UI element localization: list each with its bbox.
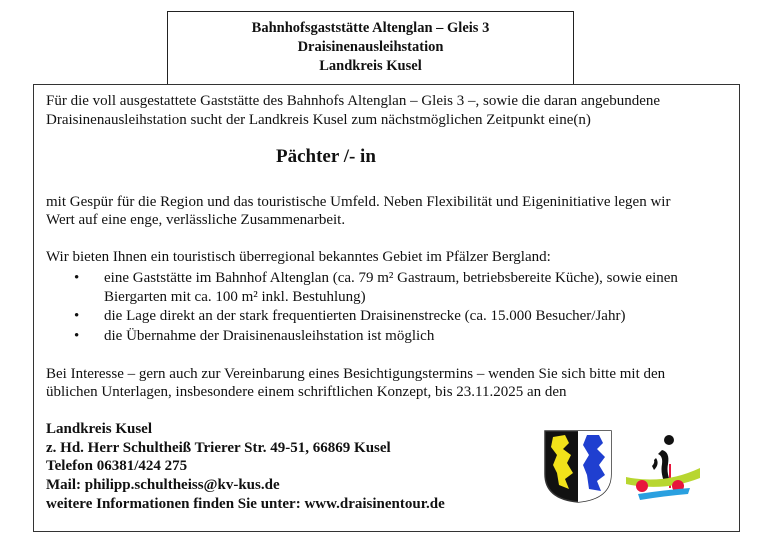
header-line-3: Landkreis Kusel [319,58,422,74]
bullet-text: eine Gaststätte im Bahnhof Altenglan (ca. 79 m² Gastraum, betriebsbereite Küche), sowie einen [104,270,678,286]
intro-line: Draisinenausleihstation sucht der Landkreis Kusel zum nächstmöglichen Zeitpunkt eine(n) [46,112,591,128]
bullet: • [74,308,80,324]
offer-intro: Wir bieten Ihnen ein touristisch überregional bekanntes Gebiet im Pfälzer Bergland: [46,249,551,265]
profile-line: mit Gespür für die Region und das touristische Umfeld. Neben Flexibilität und Eigeninitiative legen wir [46,194,671,210]
application-line: üblichen Unterlagen, insbesondere einem schriftlichen Konzept, bis 23.11.2025 an den [46,384,567,400]
bullet: • [74,328,80,344]
contact-mail: Mail: philipp.schultheiss@kv-kus.de [46,477,280,493]
intro-line: Für die voll ausgestattete Gaststätte des Bahnhofs Altenglan – Gleis 3 –, sowie die daran angebundene [46,93,661,109]
contact-address: z. Hd. Herr Schultheiß Trierer Str. 49-51, 66869 Kusel [46,440,391,456]
bullet-text: die Lage direkt an der stark frequentierten Draisinenstrecke (ca. 15.000 Besucher/Jahr) [104,308,626,324]
bullet-text: Biergarten mit ca. 100 m² inkl. Bestuhlung) [104,289,366,305]
position-title: Pächter /- in [276,146,376,167]
contact-website: weitere Informationen finden Sie unter: www.draisinentour.de [46,496,445,512]
header-line-1: Bahnhofsgaststätte Altenglan – Gleis 3 [251,20,490,36]
contact-org: Landkreis Kusel [46,421,153,437]
bullet-text: die Übernahme der Draisinenausleihstation ist möglich [104,328,435,344]
draisine-logo [624,430,704,502]
contact-phone: Telefon 06381/424 275 [46,458,188,474]
header-line-2: Draisinenausleihstation [297,39,444,55]
profile-line: Wert auf eine enge, verlässliche Zusammenarbeit. [46,212,346,228]
main-box [33,84,740,532]
coat-of-arms-logo [543,429,613,504]
header-box [167,11,574,84]
bullet: • [74,270,80,286]
application-line: Bei Interesse – gern auch zur Vereinbarung eines Besichtigungstermins – wenden Sie sich bitte mit den [46,366,666,382]
